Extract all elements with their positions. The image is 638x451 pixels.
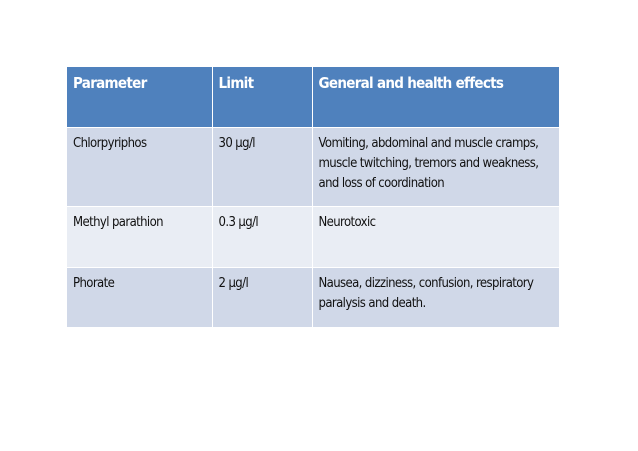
pesticide-limits-table [67, 67, 559, 328]
cell-limit: 30 µg/l [212, 127, 312, 206]
header-limit: Limit [212, 67, 312, 127]
header-parameter: Parameter [67, 67, 212, 127]
cell-effects: Neurotoxic [312, 206, 559, 267]
table-row [67, 206, 559, 267]
cell-parameter: Chlorpyriphos [67, 127, 212, 206]
cell-parameter: Methyl parathion [67, 206, 212, 267]
table-header-row [67, 67, 559, 127]
cell-effects: Vomiting, abdominal and muscle cramps, muscle twitching, tremors and weakness, and loss of coordination [312, 127, 559, 206]
header-effects: General and health effects [312, 67, 559, 127]
cell-effects: Nausea, dizziness, confusion, respiratory paralysis and death. [312, 267, 559, 327]
cell-limit: 0.3 µg/l [212, 206, 312, 267]
table-row [67, 267, 559, 327]
table-row [67, 127, 559, 206]
cell-limit: 2 µg/l [212, 267, 312, 327]
cell-parameter: Phorate [67, 267, 212, 327]
